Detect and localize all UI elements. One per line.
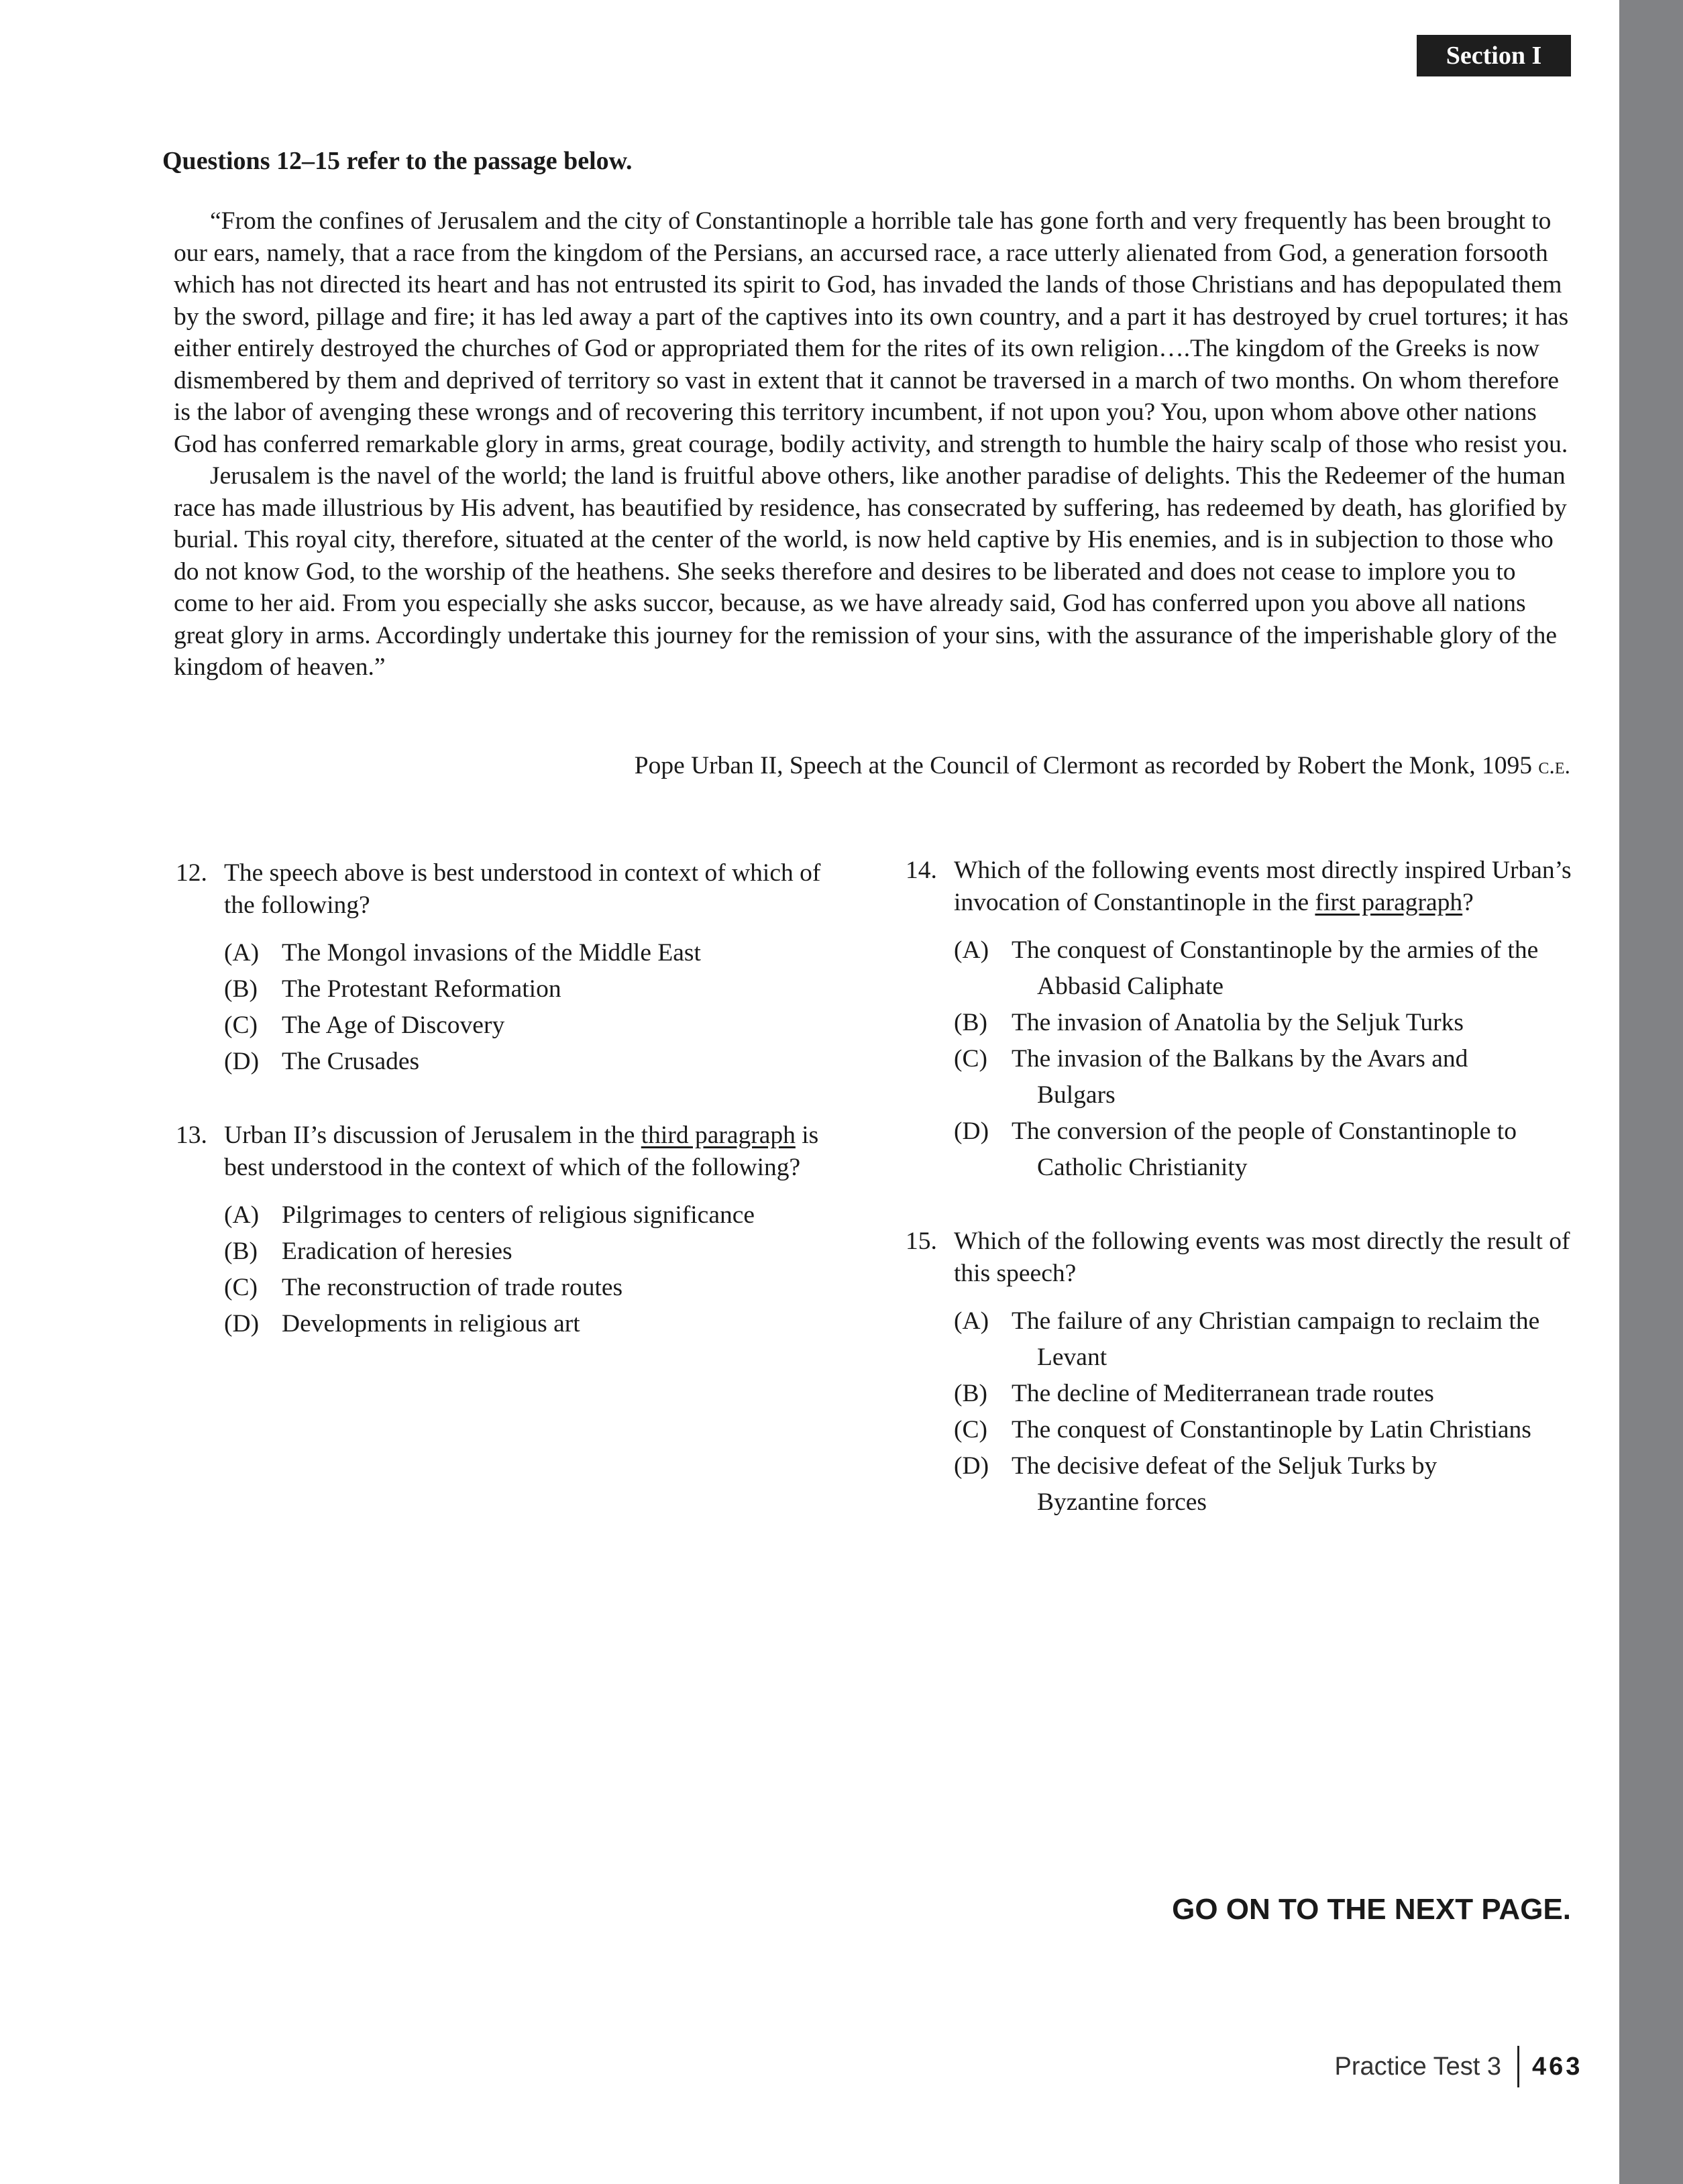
source-era: c.e.	[1538, 754, 1570, 779]
choice-text: The decline of Mediterranean trade routes	[1012, 1380, 1434, 1407]
answer-choice-d[interactable]	[224, 1308, 843, 1340]
footer-divider	[1517, 2046, 1519, 2087]
question-number: 14.	[906, 857, 937, 884]
underlined-reference: first paragraph	[1315, 888, 1463, 916]
question-number: 13.	[176, 1122, 207, 1149]
choice-text: The Protestant Reformation	[282, 975, 561, 1003]
answer-choice-d[interactable]	[954, 1115, 1576, 1184]
choice-letter: (B)	[224, 975, 258, 1003]
passage-paragraph-1: “From the confines of Jerusalem and the city of Constantinople a horrible tale has gone forth and very frequently has been brought to our ears, namely, that a race from the kingdom of the Persians, an accursed race, a race utterly alienated from God, a generation forsooth which has not directed its heart and has not entrusted its spirit to God, has invaded the lands of those Christians and has depopulated them by the sword, pillage and fire; it has led away a part of the captives into its own country, and a part it has destroyed by cruel tortures; it has either entirely destroyed the churches of God or appropriated them for the rites of its own religion….The kingdom of the Greeks is now dismembered by them and deprived of territory so vast in extent that it cannot be traversed in a march of two months. On whom therefore is the labor of avenging these wrongs and of recovering this territory incumbent, if not upon you? You, upon whom above other nations God has conferred remarkable glory in arms, great courage, bodily activity, and strength to humble the hairy scalp of those who resist you.	[174, 207, 1569, 458]
choice-letter: (D)	[954, 1117, 989, 1145]
question-13	[176, 1120, 843, 1340]
answer-choice-c[interactable]	[954, 1414, 1576, 1446]
choice-text: The Crusades	[282, 1048, 420, 1075]
choice-line-continued: Bulgars	[1037, 1081, 1116, 1109]
choice-line: The conquest of Constantinople by the armies of the	[1012, 936, 1539, 964]
question-15	[906, 1225, 1576, 1519]
passage-source	[174, 750, 1570, 782]
choice-text	[1012, 1305, 1576, 1374]
choice-letter: (D)	[224, 1310, 260, 1337]
question-12	[176, 857, 843, 1078]
choice-letter: (C)	[954, 1045, 987, 1073]
choice-letter: (A)	[954, 936, 989, 964]
choice-text	[1012, 934, 1576, 1003]
passage-paragraph-2: Jerusalem is the navel of the world; the land is fruitful above others, like another paradise of delights. This the Redeemer of the human race has made illustrious by His advent, has beautified by residence, has consecrated by suffering, has redeemed by death, has glorified by burial. This royal city, therefore, situated at the center of the world, is now held captive by His enemies, and is in subjection to those who do not know God, to the worship of the heathens. She seeks therefore and desires to be liberated and does not cease to implore you to come to her aid. From you especially she asks succor, because, as we have already said, God has conferred upon you above all nations great glory in arms. Accordingly undertake this journey for the remission of your sins, with the assurance of the imperishable glory of the kingdom of heaven.”	[174, 462, 1567, 681]
choice-letter: (D)	[954, 1452, 989, 1480]
question-14	[906, 855, 1576, 1184]
choice-letter: (A)	[954, 1307, 989, 1335]
footer-test-label: Practice Test 3	[1334, 2053, 1501, 2081]
answer-choices	[224, 937, 843, 1078]
left-column	[176, 857, 843, 1344]
stem-text: ?	[1462, 888, 1474, 916]
choice-text: The Age of Discovery	[282, 1012, 505, 1039]
choice-letter: (B)	[954, 1380, 987, 1407]
question-stem: Which of the following events was most directly the result of this speech?	[954, 1227, 1570, 1287]
choice-letter: (B)	[224, 1238, 258, 1265]
choice-line-continued: Byzantine forces	[1037, 1488, 1207, 1516]
stem-text: Which of the following events most directly inspired Urban’s invocation of Constantinople in the	[954, 857, 1572, 916]
choice-letter: (C)	[224, 1274, 258, 1301]
choice-text	[1012, 1115, 1576, 1184]
choice-letter: (C)	[224, 1012, 258, 1039]
question-stem	[954, 855, 1576, 918]
answer-choice-c[interactable]	[224, 1009, 843, 1042]
section-label: Section I	[1446, 42, 1542, 70]
underlined-reference: third paragraph	[641, 1122, 796, 1149]
passage-intro: Questions 12–15 refer to the passage below.	[162, 147, 633, 175]
answer-choice-c[interactable]	[954, 1043, 1576, 1111]
answer-choice-a[interactable]	[954, 934, 1576, 1003]
choice-letter: (C)	[954, 1416, 987, 1443]
answer-choice-c[interactable]	[224, 1272, 843, 1304]
choice-line-continued: Catholic Christianity	[1037, 1154, 1248, 1181]
choice-text	[1012, 1450, 1576, 1519]
answer-choice-b[interactable]	[224, 1236, 843, 1268]
answer-choice-a[interactable]	[224, 937, 843, 969]
answer-choices	[954, 934, 1576, 1184]
choice-line: The invasion of the Balkans by the Avars and	[1012, 1045, 1468, 1073]
answer-choices	[954, 1305, 1576, 1519]
answer-choice-a[interactable]	[224, 1199, 843, 1232]
choice-letter: (B)	[954, 1009, 987, 1036]
page-number: 463	[1532, 2053, 1583, 2081]
choice-text: The conquest of Constantinople by Latin Christians	[1012, 1416, 1531, 1443]
answer-choice-b[interactable]	[954, 1378, 1576, 1410]
choice-text: Developments in religious art	[282, 1310, 580, 1337]
choice-line-continued: Abbasid Caliphate	[1037, 973, 1224, 1000]
go-on-instruction: GO ON TO THE NEXT PAGE.	[1172, 1893, 1571, 1926]
choice-text	[1012, 1043, 1576, 1111]
answer-choice-d[interactable]	[954, 1450, 1576, 1519]
question-stem	[224, 1120, 843, 1183]
answer-choices	[224, 1199, 843, 1340]
passage	[174, 205, 1576, 684]
answer-choice-b[interactable]	[224, 973, 843, 1005]
stem-text: is best understood in the context of which of the following?	[224, 1122, 819, 1181]
choice-text: Pilgrimages to centers of religious significance	[282, 1201, 755, 1229]
choice-text: Eradication of heresies	[282, 1238, 512, 1265]
stem-text: Urban II’s discussion of Jerusalem in the	[224, 1122, 641, 1149]
question-number: 15.	[906, 1227, 937, 1255]
answer-choice-a[interactable]	[954, 1305, 1576, 1374]
choice-text: The Mongol invasions of the Middle East	[282, 939, 701, 967]
choice-letter: (D)	[224, 1048, 260, 1075]
choice-letter: (A)	[224, 939, 260, 967]
choice-line-continued: Levant	[1037, 1344, 1107, 1371]
side-margin-bar	[1619, 0, 1683, 2184]
choice-text: The reconstruction of trade routes	[282, 1274, 623, 1301]
source-citation: Pope Urban II, Speech at the Council of Clermont as recorded by Robert the Monk, 1095	[634, 752, 1532, 779]
choice-line: The conversion of the people of Constantinople to	[1012, 1117, 1517, 1145]
section-tab	[1417, 35, 1571, 76]
right-column	[906, 855, 1576, 1523]
choice-line: The decisive defeat of the Seljuk Turks by	[1012, 1452, 1437, 1480]
answer-choice-d[interactable]	[224, 1046, 843, 1078]
choice-text: The invasion of Anatolia by the Seljuk Turks	[1012, 1009, 1464, 1036]
choice-line: The failure of any Christian campaign to reclaim the	[1012, 1307, 1540, 1335]
answer-choice-b[interactable]	[954, 1007, 1576, 1039]
question-number: 12.	[176, 859, 207, 887]
choice-letter: (A)	[224, 1201, 260, 1229]
question-stem: The speech above is best understood in context of which of the following?	[224, 859, 821, 919]
